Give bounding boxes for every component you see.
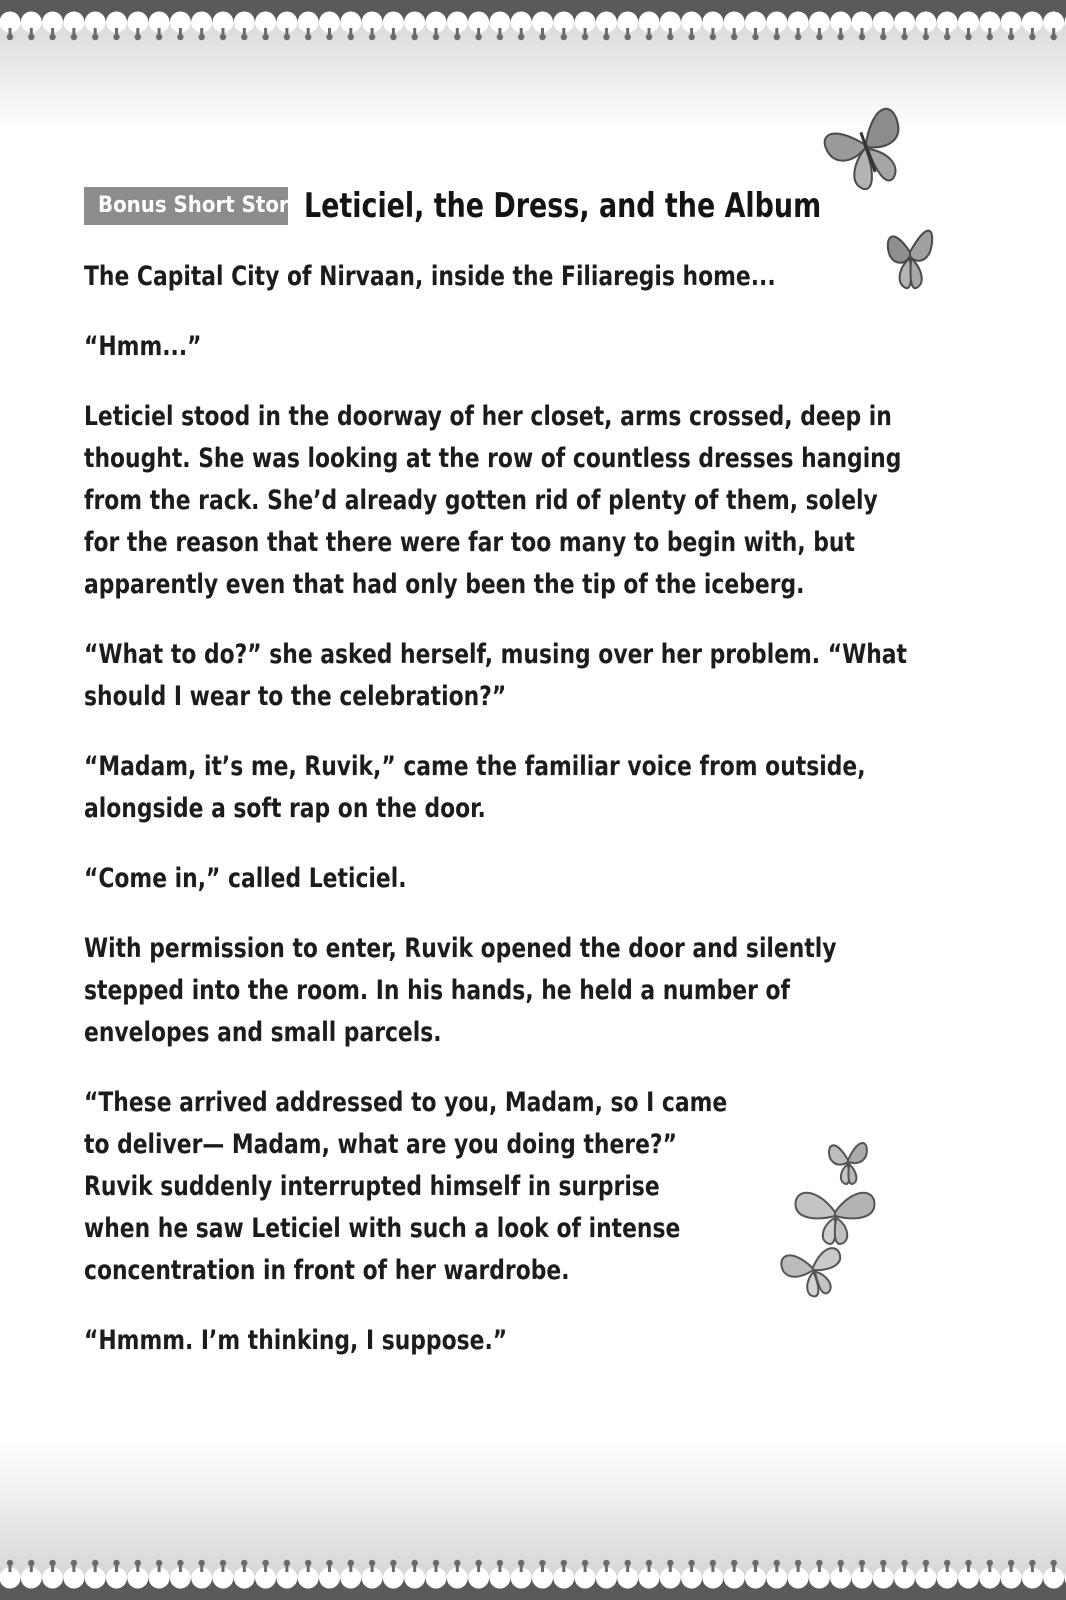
paragraph-line: thought. She was looking at the row of countless dresses hanging [84, 443, 902, 474]
paragraph-line: for the reason that there were far too many to begin with, but [84, 527, 855, 558]
paragraph-line: “Come in,” called Leticiel. [84, 863, 407, 894]
story-paragraph [84, 858, 876, 900]
story-paragraph [84, 746, 876, 830]
story-paragraph [84, 396, 902, 606]
paragraph-line: The Capital City of Nirvaan, inside the Filiaregis home... [84, 261, 776, 292]
paragraph-line: when he saw Leticiel with such a look of intense [84, 1213, 681, 1244]
paragraph-line: stepped into the room. In his hands, he held a number of [84, 975, 791, 1006]
butterfly-icon [818, 92, 910, 196]
paragraph-line: concentration in front of her wardrobe. [84, 1255, 570, 1286]
paragraph-line: “Hmm...” [84, 331, 202, 362]
paragraph-line: With permission to enter, Ruvik opened the door and silently [84, 933, 837, 964]
paragraph-line: to deliver— Madam, what are you doing there?” [84, 1129, 677, 1160]
bottom-decorative-border [0, 1440, 1066, 1600]
paragraph-line: “These arrived addressed to you, Madam, so I came [84, 1087, 728, 1118]
paragraph-line: Leticiel stood in the doorway of her closet, arms crossed, deep in [84, 401, 892, 432]
paragraph-line: envelopes and small parcels. [84, 1017, 442, 1048]
story-title: Leticiel, the Dress, and the Album [304, 186, 822, 226]
story-body [84, 256, 964, 1390]
paragraph-line: apparently even that had only been the tip of the iceberg. [84, 569, 805, 600]
story-paragraph [84, 1320, 876, 1362]
paragraph-line: Ruvik suddenly interrupted himself in surprise [84, 1171, 660, 1202]
story-heading [84, 184, 892, 228]
paragraph-line: “Madam, it’s me, Ruvik,” came the familiar voice from outside, [84, 751, 866, 782]
story-paragraph [84, 634, 907, 718]
paragraph-line: “Hmmm. I’m thinking, I suppose.” [84, 1325, 508, 1356]
story-paragraph [84, 326, 876, 368]
paragraph-line: from the rack. She’d already gotten rid of plenty of them, solely [84, 485, 878, 516]
story-paragraph [84, 256, 876, 298]
paragraph-line: “What to do?” she asked herself, musing over her problem. “What [84, 639, 907, 670]
story-paragraph [84, 1082, 876, 1292]
story-paragraph [84, 928, 876, 1054]
bonus-story-tag: Bonus Short Story [84, 187, 288, 225]
paragraph-line: should I wear to the celebration?” [84, 681, 507, 712]
paragraph-line: alongside a soft rap on the door. [84, 793, 486, 824]
